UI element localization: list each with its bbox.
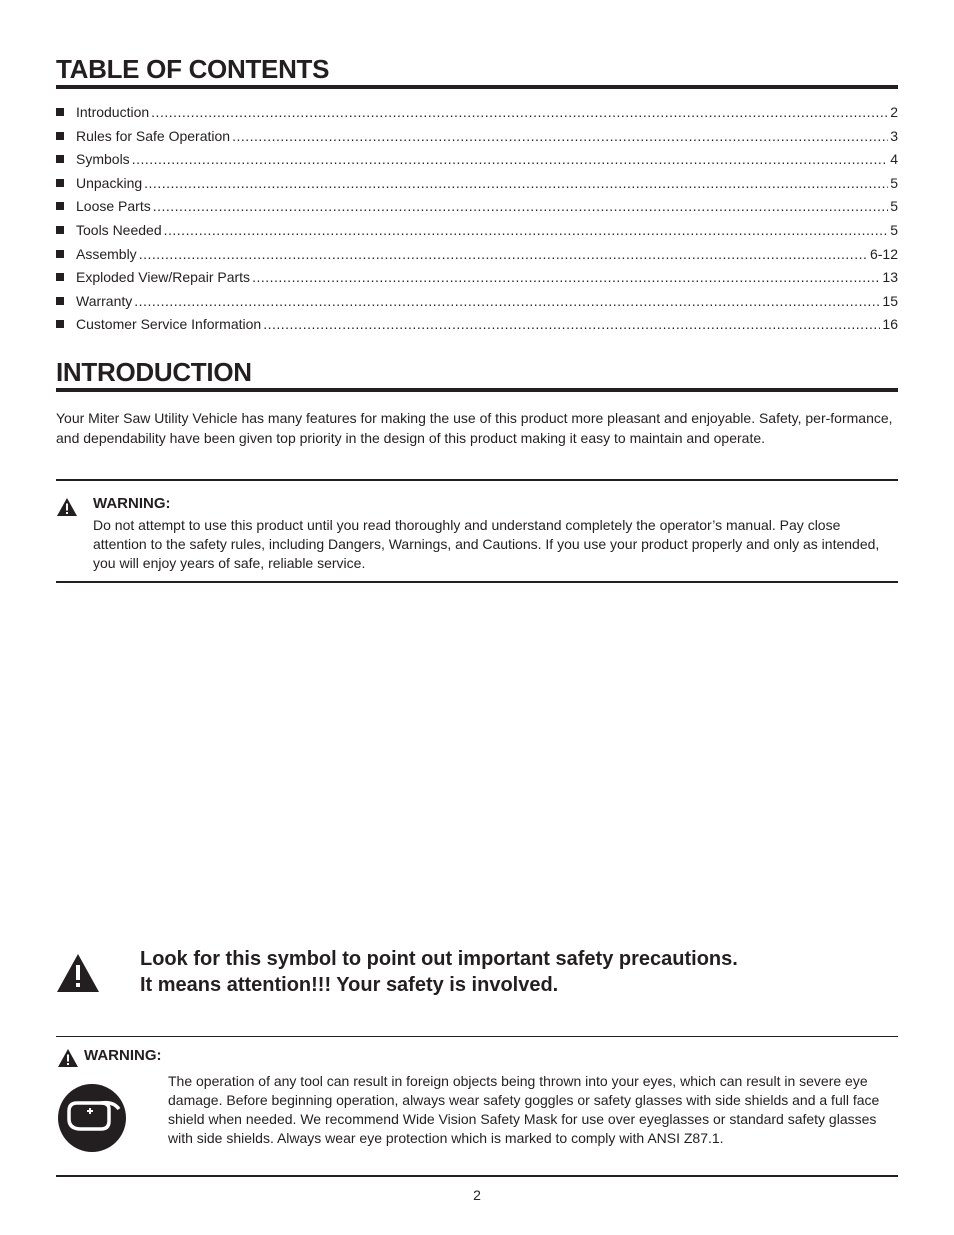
eye-warning-box	[56, 1036, 898, 1177]
toc-entry[interactable]	[56, 198, 898, 222]
toc-leader-dots	[252, 269, 880, 285]
toc-entry[interactable]	[56, 222, 898, 246]
bullet-icon	[56, 273, 64, 281]
toc-entry-page: 3	[890, 127, 898, 144]
introduction-text: Your Miter Saw Utility Vehicle has many features for making the use of this product more pleasant and enjoyable. Safety, per-formance, and dependability have been given top priority in the design of this product making it easy to maintain and operate.	[56, 410, 893, 446]
toc-leader-dots	[263, 316, 880, 332]
safety-symbol-notice	[140, 946, 880, 998]
introduction-title: INTRODUCTION	[56, 357, 898, 392]
warning-triangle-icon	[56, 497, 78, 517]
warning-triangle-icon	[56, 953, 100, 993]
bullet-icon	[56, 155, 64, 163]
page-number: 2	[473, 1187, 481, 1203]
toc-leader-dots	[232, 128, 888, 144]
toc-entry[interactable]	[56, 269, 898, 293]
toc-entry[interactable]	[56, 175, 898, 199]
toc-entry-page: 6-12	[869, 245, 898, 262]
bullet-icon	[56, 297, 64, 305]
toc-entry-page: 15	[882, 292, 898, 309]
toc-entry[interactable]	[56, 246, 898, 270]
toc-entry-label: Tools Needed	[76, 221, 162, 238]
bullet-icon	[56, 320, 64, 328]
warning-text: Do not attempt to use this product until you read thoroughly and understand completely the operator’s manual. Pay close attention to the safety rules, including Dangers, Warnings, and Cautions. If you use your product properly and only as intended, you will enjoy years of safe, reliable service.	[93, 517, 880, 571]
toc-list	[56, 104, 898, 340]
toc-entry[interactable]	[56, 316, 898, 340]
toc-entry-label: Customer Service Information	[76, 316, 262, 333]
toc-entry-page: 13	[882, 269, 898, 286]
warning-text: The operation of any tool can result in foreign objects being thrown into your eyes, which can result in severe eye damage. Before beginning operation, always wear safety goggles or safety glasses with side shields and a full face shield when needed. We recommend Wide Vision Safety Mask for use over eyeglasses or standard safety glasses with side shields. Always wear eye protection which is marked to comply with ANSI Z87.1.	[168, 1073, 880, 1146]
toc-entry-label: Loose Parts	[76, 198, 151, 215]
bullet-icon	[56, 250, 64, 258]
toc-entry-page: 2	[890, 104, 898, 120]
manual-page	[56, 0, 898, 1235]
toc-entry-page: 4	[890, 151, 898, 168]
manual-warning-box	[56, 479, 898, 583]
toc-leader-dots	[139, 246, 868, 262]
toc-entry-label: Warranty	[76, 292, 133, 309]
toc-leader-dots	[151, 104, 888, 120]
toc-entry-label: Introduction	[76, 104, 150, 120]
toc-entry-label: Unpacking	[76, 174, 143, 191]
warning-heading: WARNING:	[93, 495, 171, 512]
bullet-icon	[56, 108, 64, 116]
toc-entry[interactable]	[56, 104, 898, 128]
toc-entry-page: 16	[882, 316, 898, 333]
toc-entry-page: 5	[890, 221, 898, 238]
toc-entry[interactable]	[56, 151, 898, 175]
toc-entry-page: 5	[890, 198, 898, 215]
toc-leader-dots	[132, 151, 889, 167]
toc-entry[interactable]	[56, 128, 898, 152]
bullet-icon	[56, 226, 64, 234]
toc-entry[interactable]	[56, 293, 898, 317]
toc-entry-label: Exploded View/Repair Parts	[76, 269, 251, 286]
bullet-icon	[56, 202, 64, 210]
toc-leader-dots	[164, 222, 889, 238]
warning-heading: WARNING:	[84, 1047, 162, 1064]
toc-entry-page: 5	[890, 174, 898, 191]
warning-triangle-icon	[57, 1048, 79, 1068]
bullet-icon	[56, 132, 64, 140]
toc-entry-label: Assembly	[76, 245, 137, 262]
safety-notice-line: Look for this symbol to point out important safety precautions.	[140, 948, 738, 970]
bullet-icon	[56, 179, 64, 187]
toc-leader-dots	[134, 293, 880, 309]
toc-leader-dots	[153, 198, 888, 214]
toc-entry-label: Symbols	[76, 151, 130, 168]
safety-notice-line: It means attention!!! Your safety is involved.	[140, 974, 559, 996]
toc-leader-dots	[144, 175, 888, 191]
toc-entry-label: Rules for Safe Operation	[76, 127, 231, 144]
toc-title: TABLE OF CONTENTS	[56, 54, 898, 89]
safety-glasses-icon	[57, 1083, 127, 1153]
